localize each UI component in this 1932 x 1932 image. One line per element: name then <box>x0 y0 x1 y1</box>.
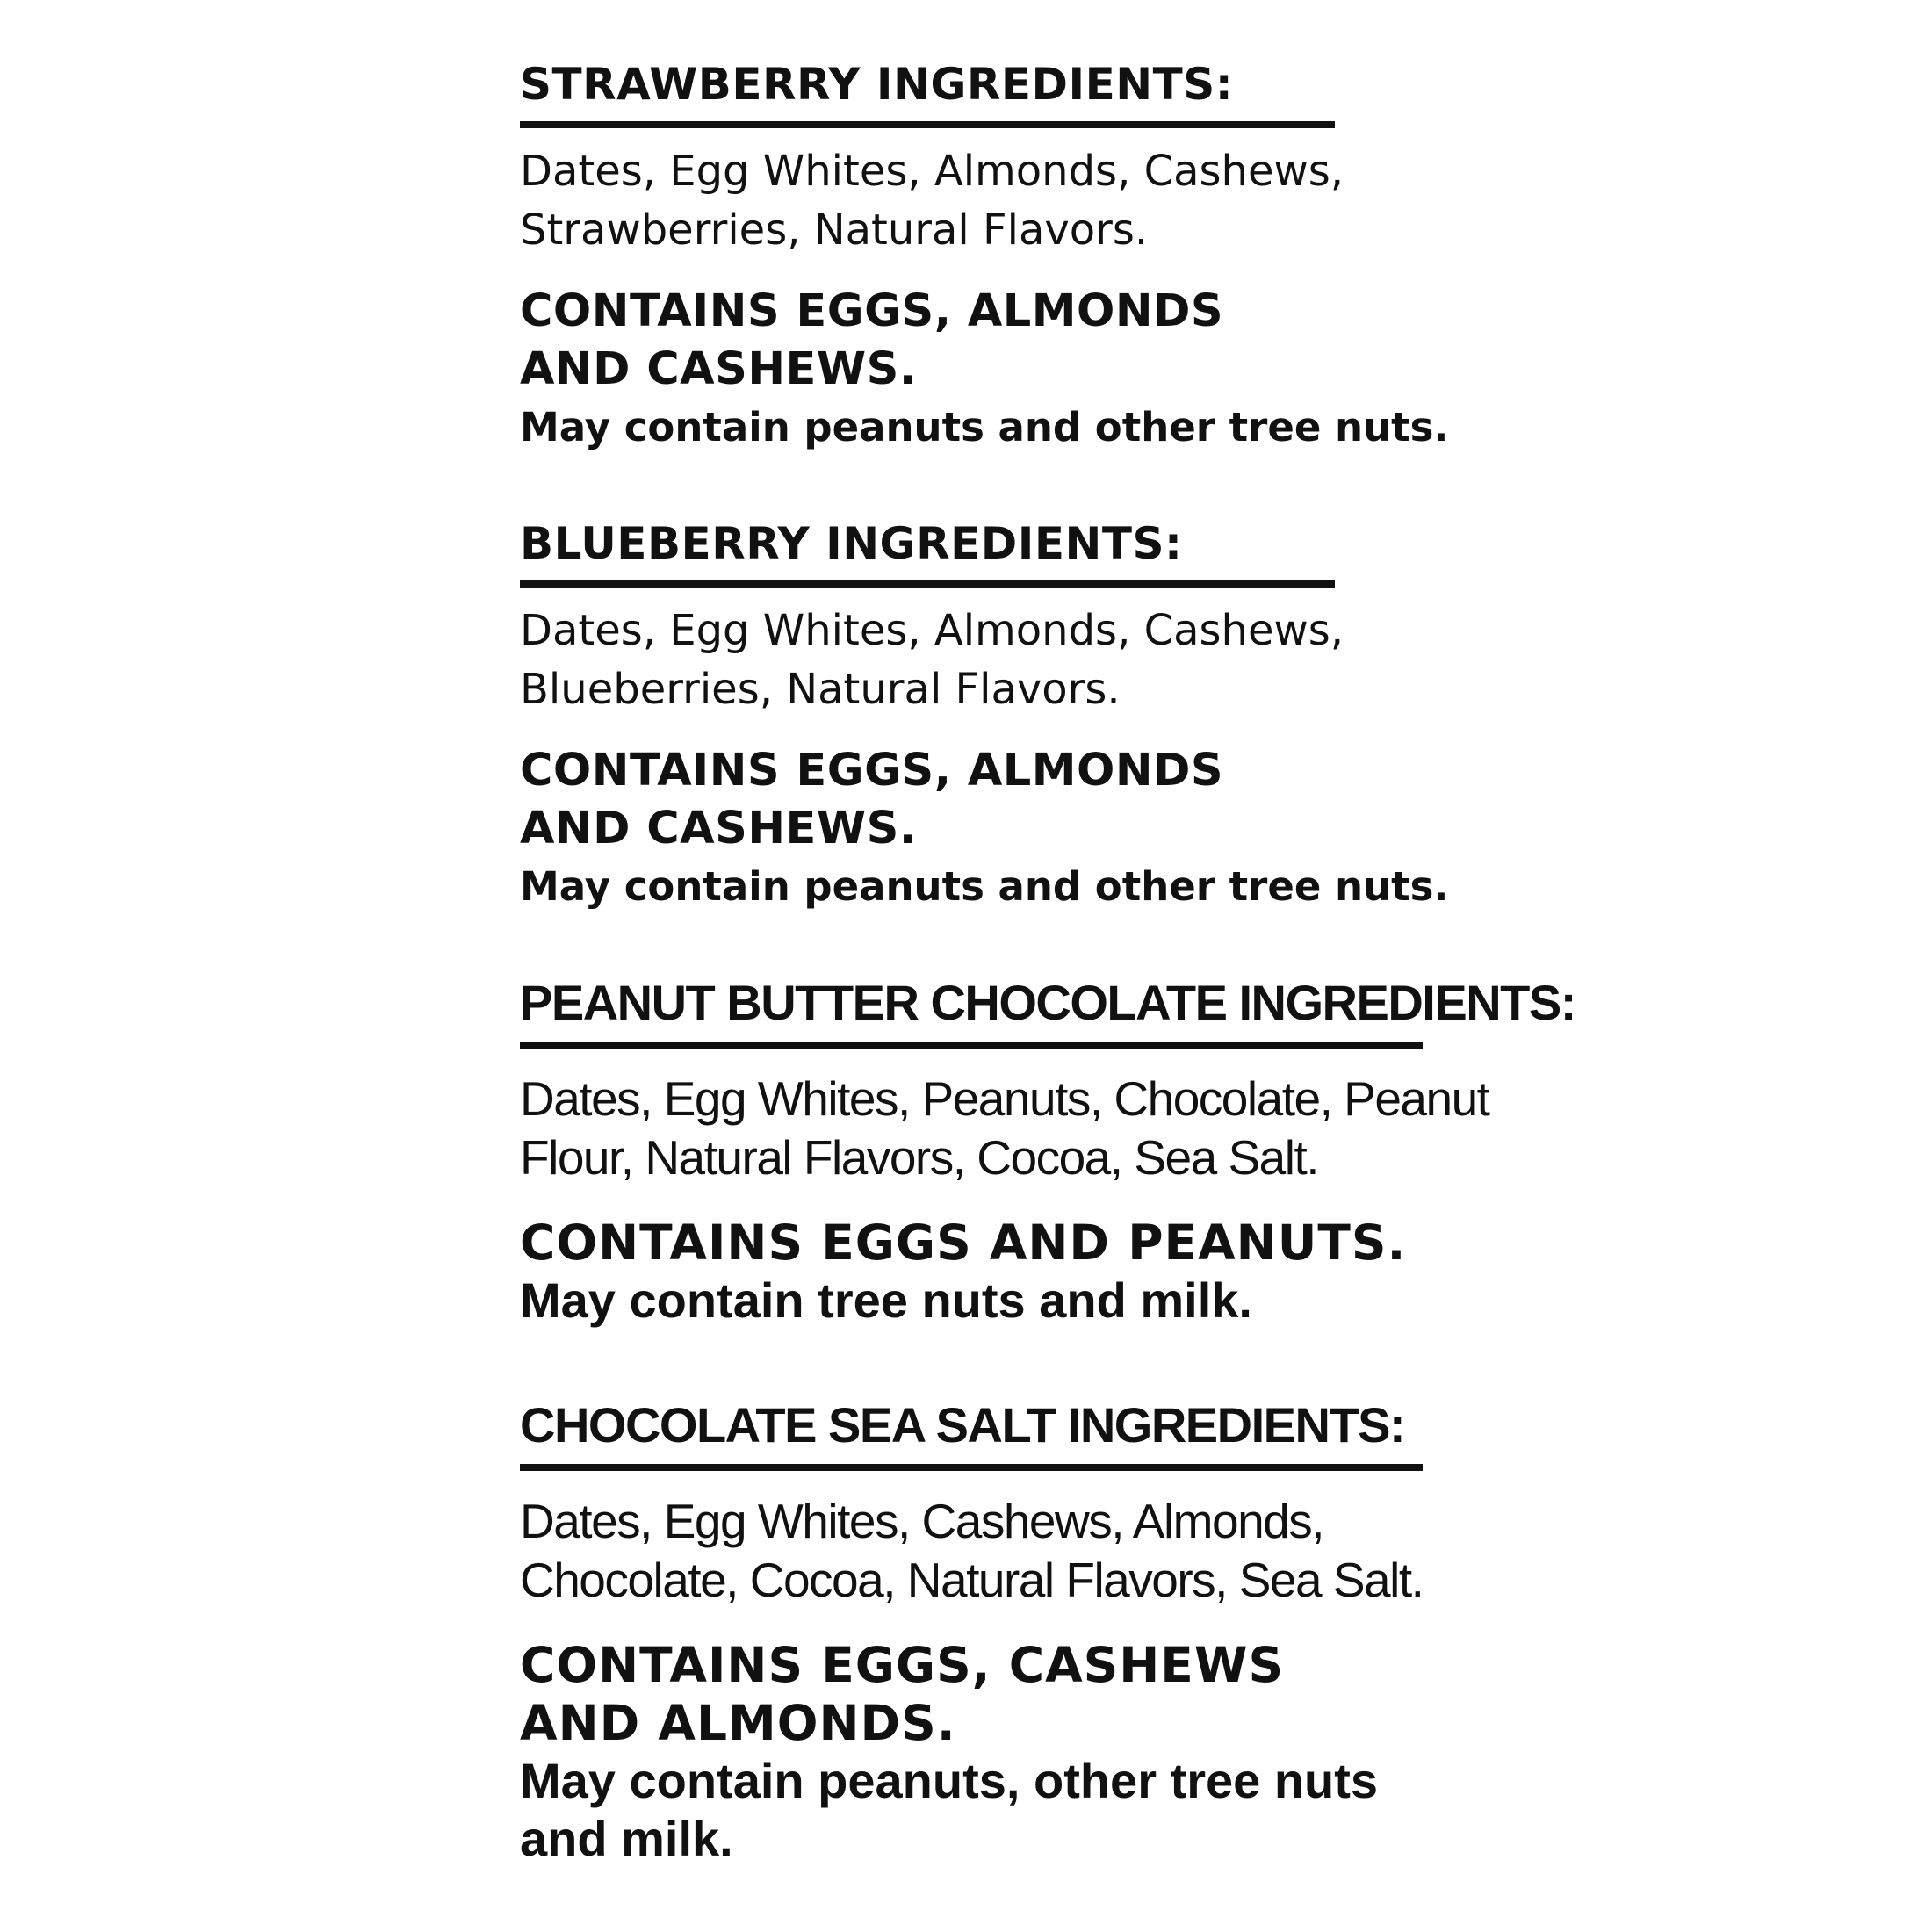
chocolate-sea-salt-may-contain <box>520 1752 1423 1868</box>
ingredients-line: Strawberries, Natural Flavors. <box>520 205 1149 255</box>
ingredients-line: Dates, Egg Whites, Peanuts, Chocolate, Peanut <box>520 1071 1489 1126</box>
blueberry-section <box>520 514 1449 916</box>
may-contain-line: May contain peanuts and other tree nuts. <box>520 404 1449 451</box>
strawberry-allergen-statement <box>520 283 1449 399</box>
chocolate-sea-salt-section <box>520 1395 1423 1868</box>
strawberry-may-contain <box>520 399 1449 457</box>
strawberry-section <box>520 54 1449 457</box>
blueberry-heading: BLUEBERRY INGREDIENTS: <box>520 518 1183 569</box>
allergen-line: CONTAINS EGGS, ALMONDS <box>520 285 1224 337</box>
allergen-line: AND CASHEWS. <box>520 343 917 395</box>
allergen-line: AND CASHEWS. <box>520 803 917 854</box>
blueberry-ingredients <box>520 602 1449 719</box>
strawberry-ingredients <box>520 142 1449 260</box>
may-contain-line: May contain peanuts, other tree nuts <box>520 1753 1379 1808</box>
chocolate-sea-salt-heading-rule <box>520 1464 1423 1471</box>
peanut-butter-chocolate-may-contain <box>520 1272 1575 1330</box>
chocolate-sea-salt-ingredients <box>520 1492 1423 1610</box>
peanut-butter-chocolate-ingredients <box>520 1070 1575 1187</box>
strawberry-heading-rule <box>520 121 1335 128</box>
chocolate-sea-salt-heading: CHOCOLATE SEA SALT INGREDIENTS: <box>520 1397 1405 1453</box>
ingredients-line: Dates, Egg Whites, Almonds, Cashews, <box>520 606 1344 655</box>
may-contain-line: and milk. <box>520 1811 733 1866</box>
ingredients-line: Flour, Natural Flavors, Cocoa, Sea Salt. <box>520 1130 1319 1185</box>
blueberry-heading-rule <box>520 580 1335 588</box>
may-contain-line: May contain peanuts and other tree nuts. <box>520 863 1449 910</box>
peanut-butter-chocolate-heading-rule <box>520 1042 1423 1049</box>
allergen-line: CONTAINS EGGS, CASHEWS <box>520 1637 1285 1693</box>
ingredients-line: Dates, Egg Whites, Cashews, Almonds, <box>520 1494 1324 1548</box>
ingredients-line: Chocolate, Cocoa, Natural Flavors, Sea Salt. <box>520 1553 1424 1607</box>
strawberry-heading: STRAWBERRY INGREDIENTS: <box>520 59 1234 110</box>
allergen-line: CONTAINS EGGS AND PEANUTS. <box>520 1215 1407 1271</box>
blueberry-allergen-statement <box>520 742 1449 858</box>
peanut-butter-chocolate-section <box>520 973 1575 1330</box>
may-contain-line: May contain tree nuts and milk. <box>520 1272 1252 1328</box>
ingredients-line: Dates, Egg Whites, Almonds, Cashews, <box>520 147 1344 196</box>
chocolate-sea-salt-allergen-statement <box>520 1636 1423 1752</box>
allergen-line: CONTAINS EGGS, ALMONDS <box>520 745 1224 797</box>
peanut-butter-chocolate-allergen-statement <box>520 1214 1575 1272</box>
ingredients-line: Blueberries, Natural Flavors. <box>520 665 1121 714</box>
peanut-butter-chocolate-heading: PEANUT BUTTER CHOCOLATE INGREDIENTS: <box>520 975 1575 1030</box>
blueberry-may-contain <box>520 858 1449 916</box>
allergen-line: AND ALMONDS. <box>520 1695 956 1751</box>
